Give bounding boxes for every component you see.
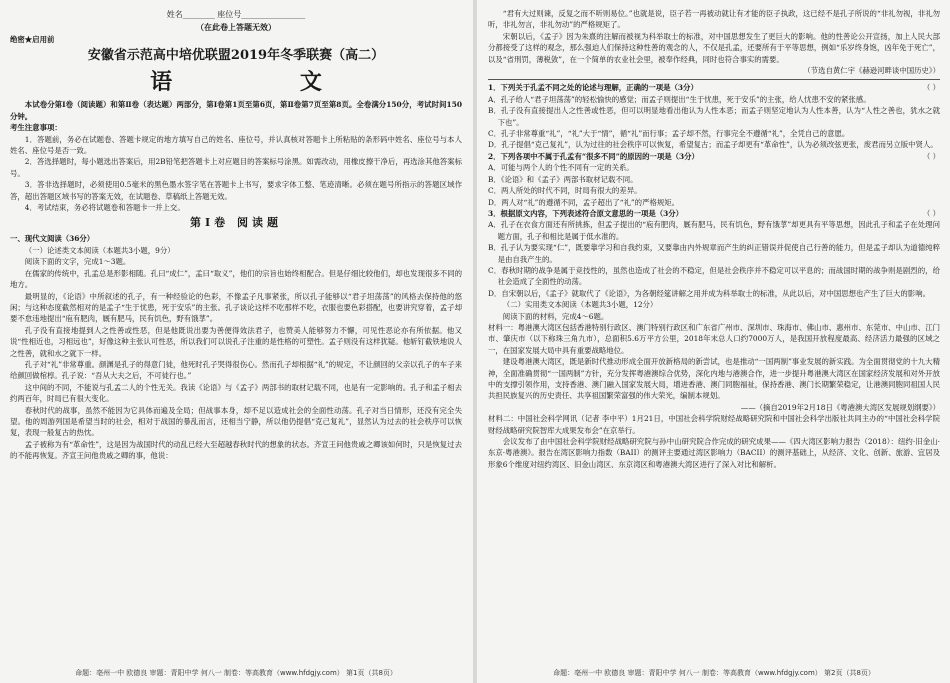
page-right [478, 0, 950, 683]
option-a: A．可能与两个人的个性不同有一定的关系。 [488, 163, 634, 173]
material-2: 材料二：中国社会科学网讯（记者 李中平）1月21日，中国社会科学院财经战略研究院和中国社会科学出版社共同主办的“中国社会科学院财经战略研究院智库大成果发布会”在京举行。 [488, 414, 940, 435]
option-b: B．孔子没有直接提出人之性善或性恶，但可以明显地看出他认为人性本恶；而孟子则坚定地认为人性本善，认为“人性之善也，犹水之就下也”。 [488, 106, 940, 127]
passage-paragraph: 春秋时代的战事，虽然不能因为它具体而遍及全局；但战事本身，却不足以造成社会的全面性动荡。孔子对当日情形，还没有完全失望。他的周游列国是希望当时的社会，相对于战国的暴乱而言，还相当宁静，所以他仍提倡“克己复礼”，显然认为过去的社会秩序可以恢复，表现一般复古的热忱。 [10, 405, 462, 438]
exam-title: 安徽省示范高中培优联盟2019年冬季联赛（高二） [87, 48, 385, 64]
passage-paragraph: “君有大过则谏，反复之而不听则易位。”也就是说，臣子若一再被动就让有才能的臣子执政，这已经不是孔子所说的“非礼勿视，非礼勿听，非礼勿言，非礼勿动”的严格规矩了。 [488, 9, 940, 30]
secret-mark: 绝密★启用前 [10, 35, 55, 44]
note-item: 1．答题前，务必在试题卷、答题卡规定的地方填写自己的姓名、座位号，并认真核对答题卡上所粘贴的条形码中姓名、座位号与本人姓名、座位号是否一致。 [10, 134, 462, 156]
read-prompt: 阅读下面的材料，完成4～6题。 [502, 311, 609, 321]
note-item: 2．答选择题时，每小题选出答案后，用2B铅笔把答题卡上对应题目的答案标号涂黑。如需改动，用橡皮擦干净后，再选涂其他答案标号。 [10, 157, 462, 178]
question-1 [488, 82, 940, 93]
page-gutter [473, 0, 477, 683]
subject-title: 语 文 [150, 69, 382, 96]
question-stem: 2．下列各项中不属于孔孟有“很多不同”的原因的一项是（3分） [488, 151, 699, 161]
passage-paragraph: 最明显的，《论语》中所叙述的孔子，有一种经验论的色彩，不像孟子凡事紧张，所以孔子能够以“君子坦荡荡”的风格去保持他的悠闲；与这种态度截然相对的是孟子“生于忧患，死于安乐”的主张。孔子谈论这样不吃那样不吃，衣服也要色彩搭配，也要讲究穿着，孟子却要不怠违地提出“庖有肥肉，厩有肥马，民有饥色，野有饿莩”。 [10, 291, 462, 324]
passage-paragraph: 孟子被称为有“革命性”，这是因为战国时代的动乱已经大至超越春秋时代的想象的状态。齐宣王问他贵戚之卿该如何时，只是恢复过去的不能再恢复。齐宣王问他贵戚之卿的事，他说： [10, 439, 462, 461]
note-item: 4．考试结束，务必将试题卷和答题卡一并上交。 [24, 203, 185, 213]
question-stem: 1．下列关于孔孟不同之处的论述与理解，正确的一项是（3分） [488, 83, 698, 93]
divider [488, 79, 940, 80]
page-left-content [10, 8, 462, 661]
option-c: C．春秋时期的战争是属于竞技性的，虽然也造成了社会的不稳定，但是社会秩序并不稳定可以平息的；而战国时期的战争则是剧烈的，给社会造成了全面性的动荡。 [488, 265, 940, 287]
option-d: D．孔子提倡“克己复礼”，认为过往的社会秩序可以恢复，希望复古；而孟子却更有“革命性”，认为必须改弦更张，废君而另立版中贤人。 [488, 140, 938, 150]
answer-bracket: （ ） [922, 208, 940, 218]
question-2 [488, 151, 940, 162]
option-d: D．自宋朝以后，《孟子》就取代了《论语》，为各朝经筵讲解之用并成为科举取士的标准，从此以后，对中国思想也产生了巨大的影响。 [488, 288, 930, 298]
exam-intro: 本试卷分第Ⅰ卷（阅读题）和第Ⅱ卷（表达题）两部分，第Ⅰ卷第1页至第6页，第Ⅱ卷第7页至第8页。全卷满分150分，考试时间150分钟。 [10, 100, 462, 121]
material-source: ——（摘自2019年2月18日《粤港澳大湾区发展规划纲要》） [740, 402, 940, 412]
material-1-paragraph: 建设粤港澳大湾区，既是新时代推动形成全面开放新格局的新尝试，也是推动“一国两制”事业发展的新实践。为全面贯彻党的十九大精神，全面准确贯彻“一国两制”方针，充分发挥粤港澳综合优势，深化内地与港澳合作，进一步提升粤港澳大湾区在国家经济发展和对外开放中的支撑引领作用，支持香港、澳门融入国家发展大局，增进香港、澳门同胞福祉，保持香港、澳门长期繁荣稳定，让港澳同胞同祖国人民共担民族复兴的历史责任、共享祖国繁荣富强的伟大荣光，编制本规划。 [488, 357, 940, 401]
part1-title: 第Ⅰ卷 阅读题 [190, 216, 282, 230]
material-2-paragraph: 会议发布了由中国社会科学院财经战略研究院与孙中山研究院合作完成的研究成果——《四大湾区影响力报告（2018）：纽约·旧金山·东京·粤港澳》。报告在湾区影响力指数（BAII）的测评主要通过湾区影响力（BACII）的测评基础上，从经济、文化、创新、旅游、宜居及形象6个维度对纽约湾区、旧金山湾区、东京湾区和粤港澳大湾区进行了深入对比和解析。 [488, 437, 940, 469]
page-footer: 命题：亳州一中 欧德良 审题：青阳中学 何八一 制卷：等高教育（www.hfdgjy.com） 第1页（共8页） [75, 669, 397, 677]
page-left [0, 0, 472, 683]
option-a: A．孔子在衣食方面还有所挑拣，但孟子提出的“庖有肥肉，厩有肥马，民有饥色，野有饿莩”却更具有平等思想，因此孔子和孟子在处理问题方面，孔子和相比是属于低水准的。 [488, 220, 940, 241]
name-seat-line: 姓名________ 座位号________________ [166, 10, 306, 19]
read-prompt: 阅读下面的文字，完成1～3题。 [24, 257, 131, 267]
section2-heading: （二）实用类文本阅读（本题共3小题，12分） [502, 300, 658, 310]
option-b: B．孔子认为要实现“仁”，既要靠学习和自我约束，又要靠由内外规章而产生的纠正错误并促使自己行善的能力，但是孟子却认为道德纯粹是由自我产生的。 [488, 243, 940, 264]
option-d: D．两人对“礼”的遵循不同，孟子超出了“礼”的严格规矩。 [488, 197, 680, 207]
passage-paragraph: 宋朝以后，《孟子》因为朱熹的注解而被视为科举取士的标准，对中国思想发生了更巨大的影响。他的性善论公开宣扬，加上人民大部分都接受了这样的观念，那么强迫人们保持这种性善的观念的人，不仅是孔孟，还要所有于平等思想，例如“乐岁终身饱，凶年免于死亡”，以及“省刑罚，薄税敛”，在一个简单的农业社会里，被奉作经典，同时也符合事实的需要。 [488, 31, 940, 64]
passage-paragraph: 这中间的不同，不能说与孔孟二人的个性无关。我读《论语》与《孟子》两部书的取材记载不同，也是有一定影响的。孔子和孟子相去约两百年，时局已有很大变化。 [10, 382, 462, 404]
page-footer: 命题：亳州一中 欧德良 审题：青阳中学 何八一 制卷：等高教育（www.hfdgjy.com） 第2页（共8页） [553, 669, 875, 677]
answer-bracket: （ ） [922, 151, 940, 161]
question-3 [488, 208, 940, 219]
notes-heading: 考生注意事项： [10, 123, 62, 133]
answer-bracket: （ ） [922, 83, 940, 93]
material-1: 材料一：粤港澳大湾区包括香港特别行政区、澳门特别行政区和广东省广州市、深圳市、珠海市、佛山市、惠州市、东莞市、中山市、江门市、肇庆市（以下称珠三角九市），总面积5.6万平方公里，2018年末总人口约7000万人，是我国开放程度最高、经济活力最强的区域之一，在国家发展大局中具有重要战略地位。 [488, 322, 940, 355]
no-answer-note: （在此卷上答题无效） [196, 22, 276, 32]
passage-paragraph: 在儒家的传统中，孔孟总是形影相随。孔曰“成仁”，孟曰“取义”，他们的宗旨也始终相配合。但是仔细比较他们，却也发现很多不同的地方。 [10, 268, 462, 290]
question-stem: 3．根据原文内容，下列表述符合原文意思的一项是（3分） [488, 208, 684, 218]
option-a: A．孔子给人“君子坦荡荡”的轻松愉快的感觉；而孟子则提出“生于忧患，死于安乐”的主张，给人忧患不安的紧张感。 [488, 94, 871, 104]
passage-source: （节选自黄仁宇《赫逊河畔谈中国历史》） [803, 66, 940, 76]
option-b: B．《论语》和《孟子》两部书取材记载不同。 [488, 174, 638, 184]
note-item: 3．答非选择题时，必须使用0.5毫米的黑色墨水签字笔在答题卡上书写，要求字体工整、笔迹清晰。必须在题号所指示的答题区域作答，超出答题区域书写的答案无效，在试题卷、草稿纸上答题无效。 [10, 180, 462, 201]
section1-heading: 一、现代文阅读（36分） [10, 234, 95, 244]
page-right-content [488, 8, 940, 661]
passage-paragraph: 孔子对“礼”非常尊重。颜渊是孔子的得意门徒，他死时孔子哭得很伤心。然而孔子却根据“礼”的规定，不让颜回的父亲以孔子的车子来给颜回做棺椁。孔子说：“吾从大夫之后，不可徒行也。” [10, 359, 462, 381]
option-c: C．孔子非常尊重“礼”，“礼”大于“情”，循“礼”而行事；孟子却不然，行事完全不遵循“礼”，全凭自己的意愿。 [488, 129, 850, 139]
section1a-heading: （一）论述类文本阅读（本题共3小题，9分） [24, 245, 175, 255]
option-c: C．两人所处的时代不同，时局有很大的差异。 [488, 186, 642, 196]
passage-paragraph: 孔子没有直接地提到人之性善或性恶，但是他既说出要为善便得效法君子，也赞美人能够努力不懈，可见性恶论亦有所依据。他又说“性相近也，习相远也”，好像这种主张认可性恶，所以我们可以说孔子注重的是性格的可塑性。孟子则没有这样犹疑。他斩钉截铁地说人之性善，就和水之就下一样。 [10, 325, 462, 358]
